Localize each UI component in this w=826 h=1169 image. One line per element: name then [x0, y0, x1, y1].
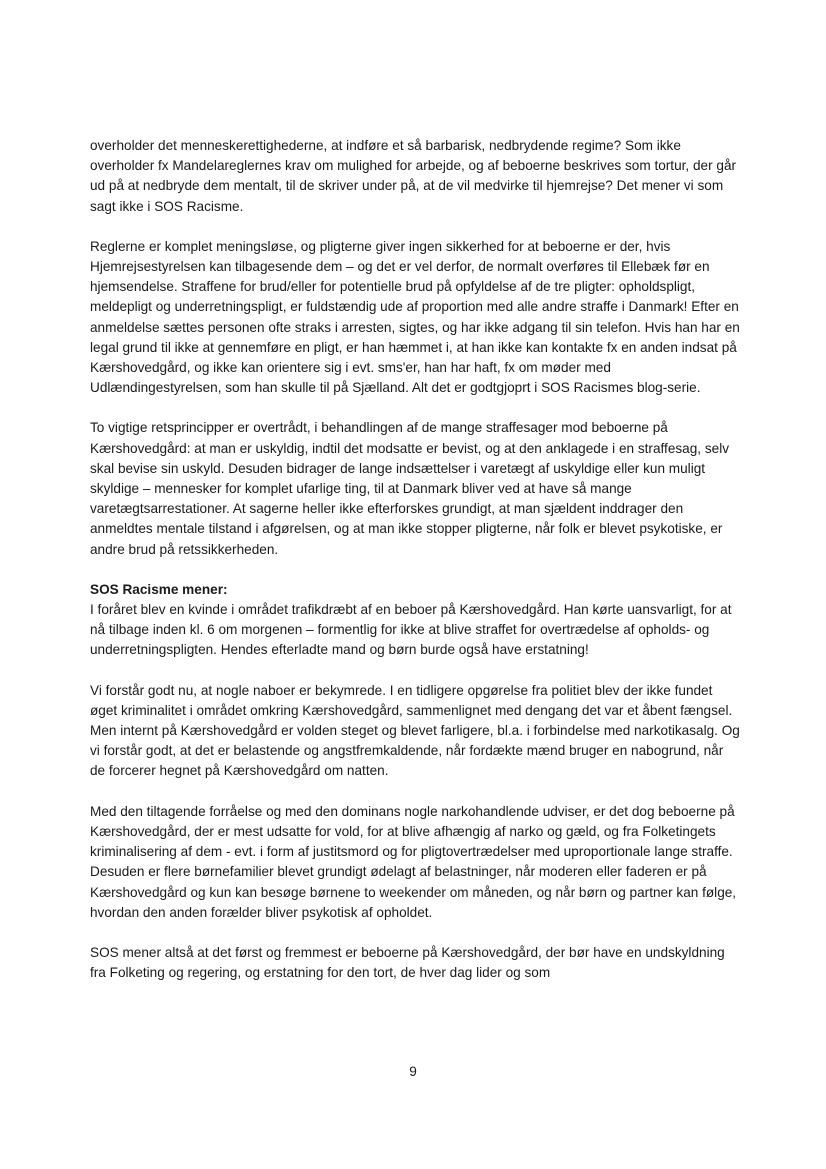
section-heading: SOS Racisme mener: [90, 581, 228, 597]
paragraph-4: I foråret blev en kvinde i området trafikdræbt af en beboer på Kærshovedgård. Han kørte uansvarligt, for at nå tilbage inden kl. 6 om morgenen – formentlig for ikke at blive straffet for overtrædelse af opholds- og underretningspligten. Hendes efterladte mand og børn burde også have erstatning! [90, 602, 732, 658]
document-body [90, 136, 740, 1003]
paragraph-6: Med den tiltagende forråelse og med den dominans nogle narkohandlende udviser, er det dog beboerne på Kærshovedgård, der er mest udsatte for vold, for at blive afhængig af narko og gæld, og fra Folketingets kriminalisering af dem - evt. i form af justitsmord og for pligtovertrædelser med uproportionale lange straffe. Desuden er flere børnefamilier blevet grundigt ødelagt af belastninger, når moderen eller faderen er på Kærshovedgård og kun kan besøge børnene to weekender om måneden, og når børn og partner kan følge, hvordan den anden forælder bliver psykotisk af opholdet. [90, 803, 737, 920]
paragraph-3: To vigtige retsprincipper er overtrådt, i behandlingen af de mange straffesager mod beboerne på Kærshovedgård: at man er uskyldig, indtil det modsatte er bevist, og at den anklagede i en straffesag, selv skal bevise sin uskyld. Desuden bidrager de lange indsættelser i varetægt af uskyldige eller kun muligt skyldige – mennesker for komplet ufarlige ting, til at Danmark bliver ved at have så mange varetægtsarrestationer. At sagerne heller ikke efterforskes grundigt, at man sjældent inddrager den anmeldtes mentale tilstand i afgørelsen, og at man ikke stopper pligterne, når folk er blevet psykotiske, er andre brud på retssikkerheden. [90, 420, 730, 557]
paragraph-7: SOS mener altså at det først og fremmest er beboerne på Kærshovedgård, der bør have en undskyldning fra Folketing og regering, og erstatning for den tort, de hver dag lider og som [90, 944, 725, 981]
paragraph-5: Vi forstår godt nu, at nogle naboer er bekymrede. I en tidligere opgørelse fra politiet blev der ikke fundet øget kriminalitet i området omkring Kærshovedgård, sammenlignet med dengang det var et åbent fængsel. Men internt på Kærshovedgård er volden steget og blevet farligere, bl.a. i forbindelse med narkotikasalg. Og vi forstår godt, at det er belastende og angstfremkaldende, når fordækte mænd bruger en nabogrund, når de forcerer hegnet på Kærshovedgård om natten. [90, 682, 740, 779]
paragraph-1: overholder det menneskerettighederne, at indføre et så barbarisk, nedbrydende regime? Som ikke overholder fx Mandelareglernes krav om mulighed for arbejde, og af beboerne beskrives som tortur, der går ud på at nedbryde dem mentalt, til de skriver under på, at de vil medvirke til hjemrejse? Det mener vi som sagt ikke i SOS Racisme. [90, 138, 737, 214]
paragraph-2: Reglerne er komplet meningsløse, og pligterne giver ingen sikkerhed for at beboerne er der, hvis Hjemrejsestyrelsen kan tilbagesende dem – og det er vel derfor, de normalt overføres til Ellebæk før en hjemsendelse. Straffene for brud/eller for potentielle brud på opfyldelse af de tre pligter: opholdspligt, meldepligt og underretningspligt, er fuldstændig ude af proportion med alle andre straffe i Danmark! Efter en anmeldelse sættes personen ofte straks i arresten, sigtes, og har ikke adgang til sin telefon. Hvis han har en legal grund til ikke at gennemføre en pligt, er han hæmmet i, at han ikke kan kontakte fx en anden indsat på Kærshovedgård, og ikke kan orientere sig i evt. sms'er, han har haft, fx om møder med Udlændingestyrelsen, som han skulle til på Sjælland. Alt det er godtgjoprt i SOS Racismes blog-serie. [90, 238, 740, 396]
page-number: 9 [409, 1064, 417, 1079]
